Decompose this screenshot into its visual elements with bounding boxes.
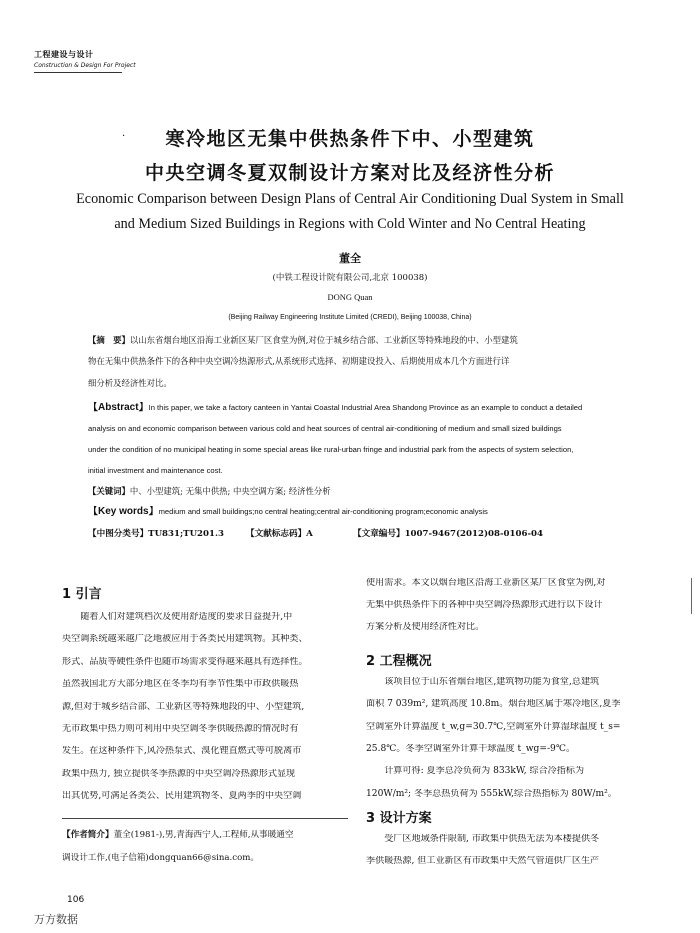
- s1-line: 政集中热力, 独立提供冬季热源的中央空调冷热源形式显现: [62, 768, 296, 779]
- s2-line: 计算可得: 夏季总冷负荷为 833kW, 综合冷指标为: [366, 766, 585, 777]
- affiliation-zh: (中铁工程设计院有限公司,北京 100038): [272, 273, 428, 283]
- doc-code: 【文献标志码】A: [246, 529, 313, 539]
- section-3-title: 3 设计方案: [366, 811, 432, 826]
- abstract-en-line-4: initial investment and maintenance cost.: [88, 466, 223, 475]
- s1-line: 随着人们对建筑档次及使用舒适度的要求日益提升,中: [62, 612, 293, 622]
- section-2-title: 2 工程概况: [366, 654, 432, 669]
- s1-line: 无市政集中热力则可利用中央空调冬季供暖热源的情况时有: [62, 724, 299, 734]
- rtop-line: 无集中供热条件下的各种中央空调冷热源形式进行以下设计: [366, 600, 603, 610]
- author-zh: 董全: [339, 252, 361, 265]
- s1-line: 央空调系统越来越广泛地被应用于各类民用建筑物。其种类、: [62, 634, 308, 645]
- keywords-en: 【Key words】medium and small buildings;no central heating;central air-conditioning program;economic analysis: [88, 506, 488, 517]
- abstract-zh-line-1: 【摘 要】以山东省烟台地区沿海工业新区某厂区食堂为例,对位于城乡结合部、工业新区等特殊地段的中、小型建筑: [88, 335, 518, 345]
- s1-line: 源,但对于城乡结合部、工业新区等特殊地段的中、小型建筑,: [62, 701, 305, 712]
- affiliation-en: (Beijing Railway Engineering Institute Limited (CREDI), Beijing 100038, China): [228, 314, 472, 321]
- author-en: DONG Quan: [327, 292, 373, 302]
- s1-line: 形式、品质等硬性条件也随市场需求变得越来越具有选择性。: [62, 656, 308, 667]
- keywords-zh: 【关键词】中、小型建筑; 无集中供热; 中央空调方案; 经济性分析: [88, 486, 331, 496]
- s3-line: 受厂区地域条件限制, 市政集中供热无法为本楼提供冬: [366, 834, 600, 844]
- s2-line: 120W/m²; 冬季总热负荷为 555kW,综合热指标为 80W/m²。: [366, 788, 617, 799]
- title-en-line-1: Economic Comparison between Design Plans of Central Air Conditioning Dual System in Small: [76, 191, 624, 207]
- journal-name-en: Construction & Design For Project: [34, 62, 136, 69]
- author-bio-line-1: 【作者简介】董全(1981-),男,青海西宁人,工程师,从事暖通空: [62, 830, 294, 840]
- title-zh-line-1: 寒冷地区无集中供热条件下中、小型建筑: [165, 128, 535, 150]
- footnote-rule: [62, 818, 348, 819]
- journal-header: [34, 49, 136, 69]
- abstract-en-line-1: 【Abstract】In this paper, we take a factory canteen in Yantai Coastal Industrial Area Shandong Province as an example to conduct a detailed: [88, 402, 583, 413]
- s2-line: 空调室外计算温度 t_w,g=30.7℃,空调室外计算湿球温度 t_s=: [366, 721, 621, 732]
- s1-line: 出其优势,可满足各类公、民用建筑物冬、夏两季的中央空调: [62, 791, 302, 802]
- s1-line: 发生。在这种条件下,风冷热泵式、溴化锂直燃式等可脱离市: [62, 746, 302, 757]
- page-number: 106: [67, 895, 85, 905]
- clc-code: 【中图分类号】TU831;TU201.3: [88, 529, 224, 539]
- abstract-zh-line-2: 物在无集中供热条件下的各种中央空调冷热源形式,从系统形式选择、初期建设投入、后期使用成本几个方面进行详: [88, 356, 510, 366]
- abstract-zh-label: 【摘 要】: [88, 335, 130, 345]
- s1-line: 虽然我国北方大部分地区在冬季均有季节性集中市政供暖热: [62, 679, 299, 690]
- s2-line: 该项目位于山东省烟台地区,建筑物功能为食堂,总建筑: [366, 677, 600, 687]
- article-number: 【文章编号】1007-9467(2012)08-0106-04: [353, 529, 544, 539]
- watermark: 万方数据: [34, 913, 78, 926]
- abstract-zh-line-3: 细分析及经济性对比。: [88, 378, 172, 388]
- abstract-en-label: 【Abstract】: [88, 402, 149, 413]
- rtop-line: 使用需求。本文以烟台地区沿海工业新区某厂区食堂为例,对: [366, 578, 606, 588]
- abstract-en-line-2: analysis on and economic comparison between various cold and heat sources of central air-conditioning of medium and small sized buildings: [88, 424, 562, 433]
- s2-line: 面积 7 039m², 建筑高度 10.8m。烟台地区属于寒冷地区,夏季: [366, 699, 621, 710]
- s2-line: 25.8℃。冬季空调室外计算干球温度 t_wg=-9℃。: [366, 743, 576, 754]
- author-bio-line-2: 调设计工作,(电子信箱)dongquan66@sina.com。: [62, 853, 259, 863]
- title-zh-line-2: 中央空调冬夏双制设计方案对比及经济性分析: [144, 162, 555, 184]
- s3-line: 季供暖热源, 但工业新区有市政集中天然气管道供厂区生产: [366, 856, 600, 866]
- journal-name-zh: 工程建设与设计: [34, 50, 94, 59]
- section-1-title: 1 引言: [62, 587, 102, 602]
- bullet-dot: ·: [122, 131, 126, 142]
- margin-rule: [691, 578, 692, 614]
- header-rule: [34, 72, 122, 73]
- title-en-line-2: and Medium Sized Buildings in Regions with Cold Winter and No Central Heating: [114, 216, 586, 232]
- abstract-en-line-3: under the condition of no municipal heating in some special areas like rural-urban fringe and industrial park from the aspects of system selection,: [88, 445, 574, 454]
- rtop-line: 方案分析及使用经济性对比。: [366, 622, 485, 632]
